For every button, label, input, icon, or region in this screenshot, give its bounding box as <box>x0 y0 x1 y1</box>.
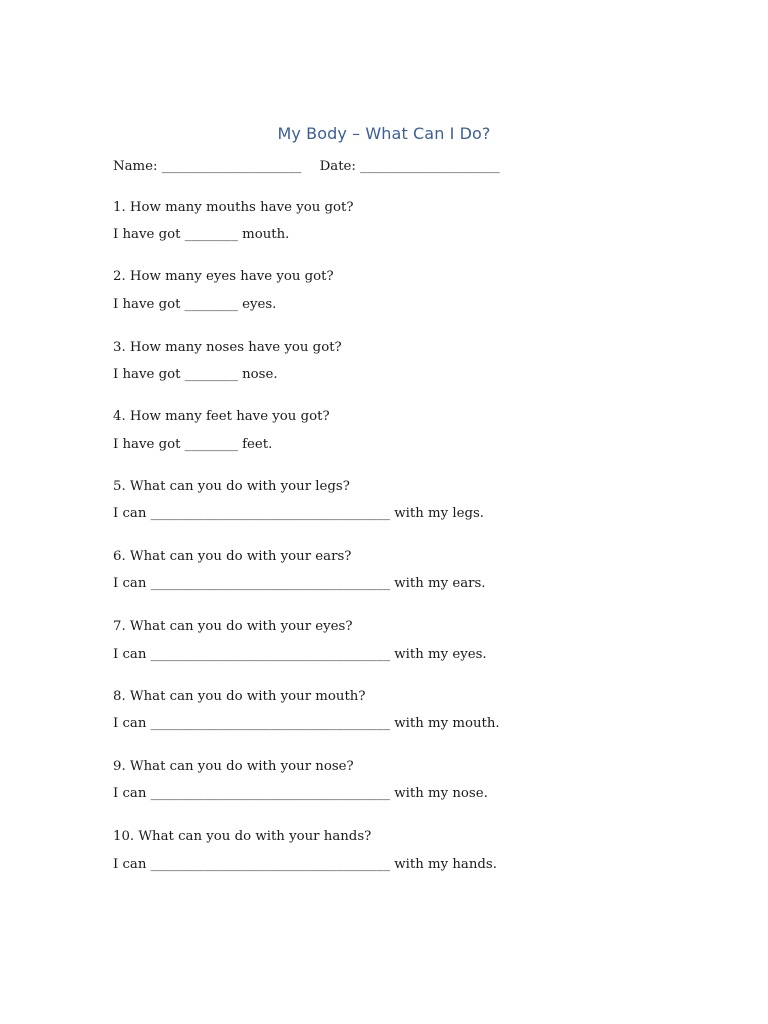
answer-7: I can ____________________________________ with my eyes. <box>113 647 487 662</box>
name-date-row <box>113 158 500 176</box>
question-2: 2. How many eyes have you got? <box>113 269 334 284</box>
worksheet-title: My Body – What Can I Do? <box>277 124 491 143</box>
question-8: 8. What can you do with your mouth? <box>113 689 366 704</box>
name-field: Name: _____________________ <box>113 159 302 174</box>
question-3: 3. How many noses have you got? <box>113 340 342 355</box>
question-5: 5. What can you do with your legs? <box>113 479 350 494</box>
answer-10: I can ____________________________________ with my hands. <box>113 857 497 872</box>
answer-9: I can ____________________________________ with my nose. <box>113 786 488 801</box>
question-6: 6. What can you do with your ears? <box>113 549 352 564</box>
answer-1: I have got ________ mouth. <box>113 227 290 242</box>
question-9: 9. What can you do with your nose? <box>113 759 354 774</box>
answer-5: I can ____________________________________ with my legs. <box>113 506 485 521</box>
question-7: 7. What can you do with your eyes? <box>113 619 353 634</box>
question-10: 10. What can you do with your hands? <box>113 829 372 844</box>
answer-2: I have got ________ eyes. <box>113 297 277 312</box>
answer-8: I can ____________________________________ with my mouth. <box>113 716 500 731</box>
answer-4: I have got ________ feet. <box>113 437 273 452</box>
question-4: 4. How many feet have you got? <box>113 409 330 424</box>
question-1: 1. How many mouths have you got? <box>113 200 354 215</box>
date-field: Date: _____________________ <box>319 159 500 174</box>
answer-6: I can ____________________________________ with my ears. <box>113 576 486 591</box>
answer-3: I have got ________ nose. <box>113 367 278 382</box>
